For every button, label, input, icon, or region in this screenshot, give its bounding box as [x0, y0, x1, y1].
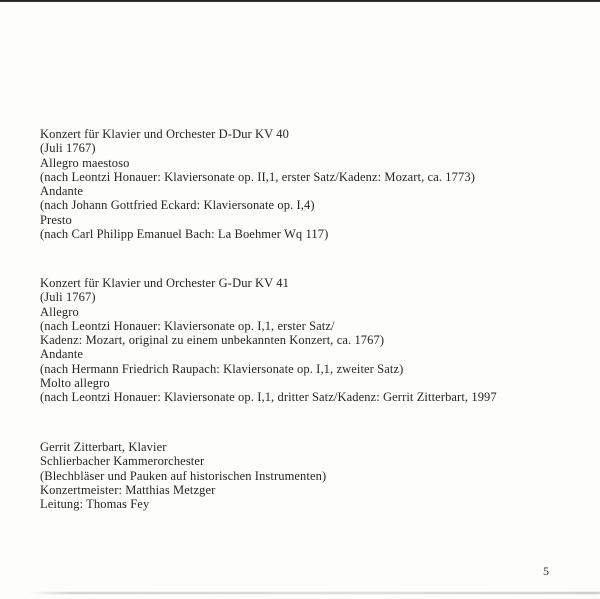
- movement-note: (nach Hermann Friedrich Raupach: Klaviersonate op. I,1, zweiter Satz): [40, 361, 404, 376]
- performer-line: (Blechbläser und Pauken auf historischen Instrumenten): [40, 468, 327, 483]
- page-bottom-shadow: [28, 592, 600, 594]
- work-date: (Juli 1767): [40, 290, 96, 305]
- page-top-edge: [0, 0, 600, 2]
- movement-note: (nach Leontzi Honauer: Klaviersonate op. I,1, dritter Satz/Kadenz: Gerrit Zitterbart, 1997: [40, 390, 497, 405]
- movement-note: (nach Johann Gottfried Eckard: Klaviersonate op. I,4): [40, 198, 315, 213]
- performer-line: Leitung: Thomas Fey: [40, 497, 150, 512]
- movement-tempo: Allegro: [40, 304, 79, 319]
- performer-line: Konzertmeister: Matthias Metzger: [40, 482, 216, 497]
- movement-tempo: Andante: [40, 347, 84, 362]
- movement-tempo: Presto: [40, 212, 72, 227]
- movement-tempo: Andante: [40, 184, 84, 199]
- performer-line: Gerrit Zitterbart, Klavier: [40, 440, 167, 454]
- work-kv41: [40, 276, 580, 405]
- movement-tempo: Molto allegro: [40, 376, 110, 391]
- movement-tempo: Allegro maestoso: [40, 155, 130, 170]
- performers-block: [40, 440, 580, 511]
- movement-note: Kadenz: Mozart, original zu einem unbekannten Konzert, ca. 1767): [40, 333, 385, 348]
- movement-note: (nach Leontzi Honauer: Klaviersonate op. II,1, erster Satz/Kadenz: Mozart, ca. 1773): [40, 169, 475, 184]
- page-number: 5: [543, 564, 549, 578]
- movement-note: (nach Leontzi Honauer: Klaviersonate op. I,1, erster Satz/: [40, 318, 335, 333]
- work-kv40: [40, 127, 580, 241]
- performer-line: Schlierbacher Kammerorchester: [40, 454, 205, 469]
- work-title: Konzert für Klavier und Orchester D-Dur KV 40: [40, 127, 289, 141]
- work-title: Konzert für Klavier und Orchester G-Dur KV 41: [40, 276, 289, 290]
- work-date: (Juli 1767): [40, 141, 96, 156]
- movement-note: (nach Carl Philipp Emanuel Bach: La Boehmer Wq 117): [40, 227, 329, 242]
